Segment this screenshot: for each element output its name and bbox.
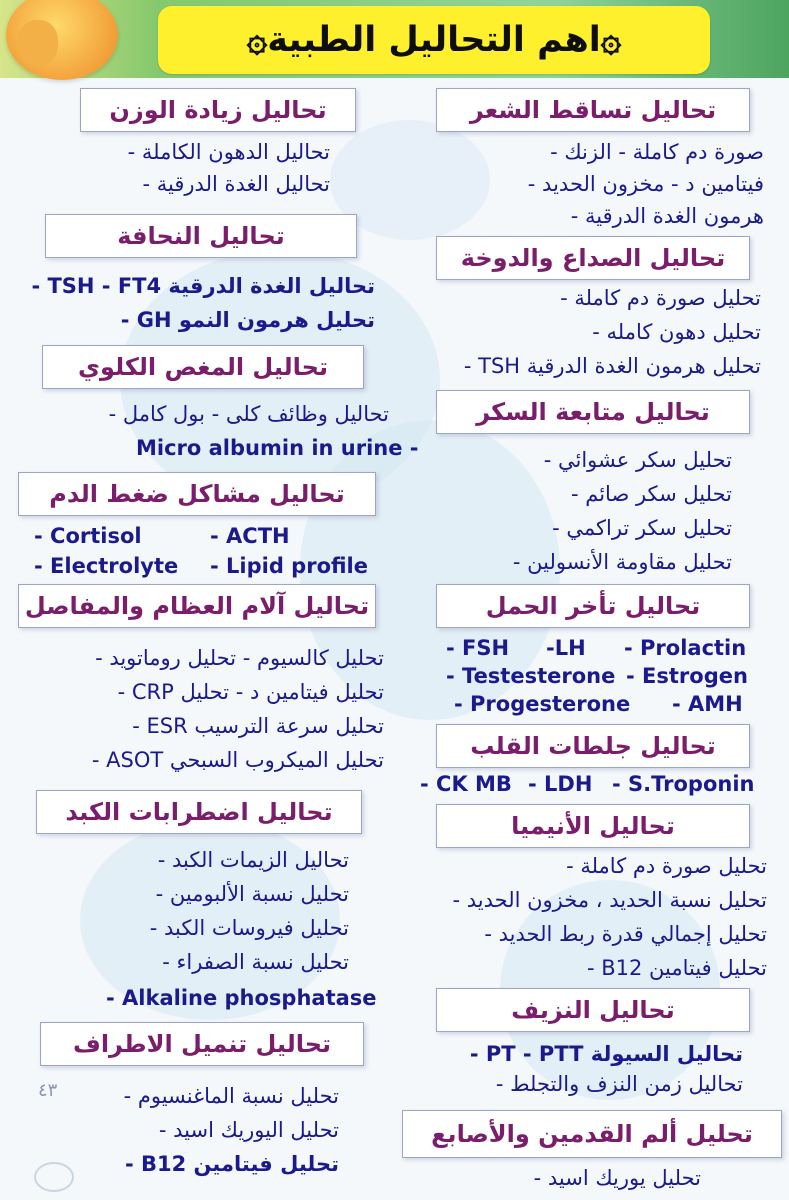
list-item: تحليل مقاومة الأنسولين - <box>512 550 732 574</box>
list-item: - Electrolyte <box>34 554 179 578</box>
list-item: - LDH <box>528 772 593 796</box>
section-title-weight-gain: تحاليل زيادة الوزن <box>80 88 356 132</box>
list-item: تحاليل الغدة الدرقية - <box>142 172 330 196</box>
list-item: تحليل سكر تراكمي - <box>552 516 732 540</box>
page-title-box <box>158 6 710 74</box>
section-title-numbness: تحاليل تنميل الاطراف <box>40 1022 364 1066</box>
list-item: صورة دم كاملة - الزنك - <box>550 140 764 164</box>
list-item: - Estrogen <box>626 664 748 688</box>
list-item: تحليل فيتامين B12 - <box>586 956 767 980</box>
list-item: - Testesterone <box>446 664 616 688</box>
section-title-heart-clots: تحاليل جلطات القلب <box>436 724 750 768</box>
list-item: تحليل فيتامين د - تحليل CRP - <box>117 680 384 704</box>
list-item: - ACTH <box>210 524 290 548</box>
list-item: تحليل فيروسات الكبد - <box>149 916 349 940</box>
list-item: - FSH <box>446 636 510 660</box>
list-item: تحاليل زمن النزف والتجلط - <box>495 1072 743 1096</box>
list-item: تحاليل السيولة PT - PTT - <box>469 1042 743 1066</box>
list-item: تحاليل الغدة الدرقية TSH - FT4 - <box>31 274 375 298</box>
list-item: تحليل الميكروب السبحي ASOT - <box>91 748 384 772</box>
list-item: تحليل سرعة الترسيب ESR - <box>132 714 384 738</box>
list-item: تحليل هرمون النمو GH - <box>120 308 375 332</box>
page-title: ۞اهم التحاليل الطبية۞ <box>246 20 622 60</box>
list-item: تحليل إجمالي قدرة ربط الحديد - <box>484 922 767 946</box>
section-title-kidney-colic: تحاليل المغص الكلوي <box>42 345 364 389</box>
section-title-thinness: تحاليل النحافة <box>45 214 357 258</box>
section-title-anemia: تحاليل الأنيميا <box>436 804 750 848</box>
list-item: Micro albumin in urine - <box>136 436 419 460</box>
section-title-blood-pressure: تحاليل مشاكل ضغط الدم <box>18 472 376 516</box>
list-item: تحليل سكر عشوائي - <box>543 448 732 472</box>
list-item: -LH <box>546 636 586 660</box>
list-item: هرمون الغدة الدرقية - <box>570 204 764 228</box>
list-item: - AMH <box>672 692 743 716</box>
list-item: تحليل نسبة الماغنسيوم - <box>123 1084 339 1108</box>
list-item: تحاليل وظائف كلى - بول كامل - <box>108 402 389 426</box>
list-item: تحليل كالسيوم - تحليل روماتويد - <box>95 646 384 670</box>
list-item: تحليل اليوريك اسيد - <box>158 1118 339 1142</box>
list-item: تحليل صورة دم كاملة - <box>560 286 761 310</box>
list-item: فيتامين د - مخزون الحديد - <box>527 172 764 196</box>
list-item: - CK MB <box>420 772 512 796</box>
list-item: تحليل صورة دم كاملة - <box>566 854 767 878</box>
list-item: تحليل نسبة الحديد ، مخزون الحديد - <box>452 888 767 912</box>
list-item: - Lipid profile <box>210 554 369 578</box>
list-item: تحليل هرمون الغدة الدرقية TSH - <box>463 354 761 378</box>
list-item: تحاليل الدهون الكاملة - <box>127 140 330 164</box>
list-item: تحاليل الزيمات الكبد - <box>157 848 349 872</box>
section-title-bleeding: تحاليل النزيف <box>436 988 750 1032</box>
section-title-headache: تحاليل الصداع والدوخة <box>436 236 750 280</box>
section-title-sugar: تحاليل متابعة السكر <box>436 390 750 434</box>
list-item: - Progesterone <box>454 692 631 716</box>
section-title-delayed-pregnancy: تحاليل تأخر الحمل <box>436 584 750 628</box>
list-item: - Alkaline phosphatase <box>106 986 377 1010</box>
section-title-bones-joints: تحاليل آلام العظام والمفاصل <box>18 584 376 628</box>
list-item: تحليل نسبة الألبومين - <box>155 882 349 906</box>
list-item: - Prolactin <box>624 636 747 660</box>
section-title-feet-toes: تحليل ألم القدمين والأصابع <box>402 1110 782 1158</box>
list-item: تحليل فيتامين B12 - <box>124 1152 339 1176</box>
list-item: تحليل دهون كامله - <box>592 320 761 344</box>
section-title-hair-loss: تحاليل تساقط الشعر <box>436 88 750 132</box>
watermark-number: ٤٣ <box>38 1080 58 1101</box>
list-item: - S.Troponin <box>612 772 755 796</box>
list-item: تحليل سكر صائم - <box>570 482 732 506</box>
list-item: تحليل يوريك اسيد - <box>533 1166 701 1190</box>
section-title-liver: تحاليل اضطرابات الكبد <box>36 790 362 834</box>
list-item: تحليل نسبة الصفراء - <box>162 950 349 974</box>
list-item: - Cortisol <box>34 524 142 548</box>
corner-decoration <box>34 1162 74 1192</box>
